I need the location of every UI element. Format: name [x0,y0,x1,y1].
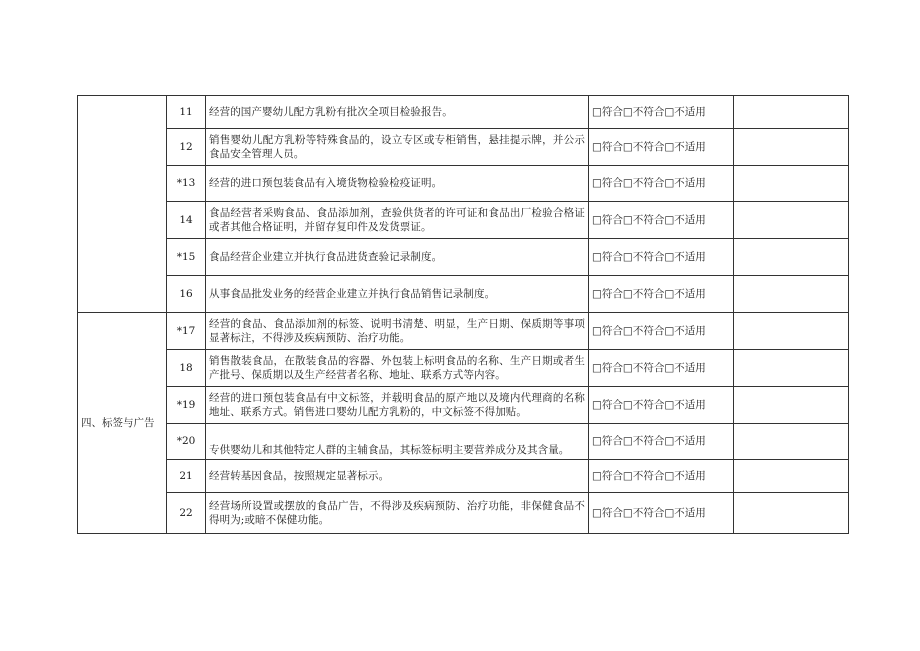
item-number: 16 [167,276,206,313]
table-row [78,202,849,239]
item-number: *20 [167,424,206,460]
item-number: 12 [167,129,206,166]
item-number: 11 [167,96,206,129]
remark-cell[interactable] [734,239,849,276]
table-row [78,350,849,387]
result-options[interactable]: □符合□不符合□不适用 [589,239,734,276]
remark-cell[interactable] [734,460,849,493]
item-text: 销售婴幼儿配方乳粉等特殊食品的，设立专区或专柜销售，悬挂提示牌，并公示食品安全管理人员。 [206,129,589,166]
item-text: 经营的食品、食品添加剂的标签、说明书清楚、明显，生产日期、保质期等事项显著标注，不得涉及疾病预防、治疗功能。 [206,313,589,350]
remark-cell[interactable] [734,387,849,424]
table-row [78,387,849,424]
table-row [78,239,849,276]
item-number: 14 [167,202,206,239]
remark-cell[interactable] [734,202,849,239]
result-options[interactable]: □符合□不符合□不适用 [589,166,734,202]
remark-cell[interactable] [734,424,849,460]
remark-cell[interactable] [734,166,849,202]
result-options[interactable]: □符合□不符合□不适用 [589,313,734,350]
item-text: 销售散装食品，在散装食品的容器、外包装上标明食品的名称、生产日期或者生产批号、保质期以及生产经营者名称、地址、联系方式等内容。 [206,350,589,387]
table-row [78,276,849,313]
result-options[interactable]: □符合□不符合□不适用 [589,350,734,387]
category-cell: 四、标签与广告 [78,313,167,534]
item-text: 经营的国产婴幼儿配方乳粉有批次全项目检验报告。 [206,96,589,129]
remark-cell[interactable] [734,129,849,166]
result-options[interactable]: □符合□不符合□不适用 [589,276,734,313]
result-options[interactable]: □符合□不符合□不适用 [589,493,734,534]
remark-cell[interactable] [734,276,849,313]
remark-cell[interactable] [734,96,849,129]
item-text: 经营转基因食品，按照规定显著标示。 [206,460,589,493]
table-row [78,424,849,460]
result-options[interactable]: □符合□不符合□不适用 [589,460,734,493]
item-text: 经营的进口预包装食品有入境货物检验检疫证明。 [206,166,589,202]
item-text: 经营的进口预包装食品有中文标签，并载明食品的原产地以及境内代理商的名称地址、联系方式。销售进口婴幼儿配方乳粉的，中文标签不得加贴。 [206,387,589,424]
item-text: 食品经营企业建立并执行食品进货查验记录制度。 [206,239,589,276]
result-options[interactable]: □符合□不符合□不适用 [589,96,734,129]
table-row [78,493,849,534]
item-number: 18 [167,350,206,387]
item-number: *17 [167,313,206,350]
remark-cell[interactable] [734,493,849,534]
result-options[interactable]: □符合□不符合□不适用 [589,129,734,166]
remark-cell[interactable] [734,313,849,350]
table-row [78,96,849,129]
item-text: 经营场所设置或摆放的食品广告，不得涉及疾病预防、治疗功能，非保健食品不得明为;或暗不保健功能。 [206,493,589,534]
category-cell [78,96,167,313]
item-text: 食品经营者采购食品、食品添加剂，查验供货者的许可证和食品出厂检验合格证或者其他合格证明，并留存复印件及发货票证。 [206,202,589,239]
result-options[interactable]: □符合□不符合□不适用 [589,387,734,424]
result-options[interactable]: □符合□不符合□不适用 [589,424,734,460]
table-row [78,460,849,493]
table-row [78,313,849,350]
item-number: 21 [167,460,206,493]
item-text: 专供婴幼儿和其他特定人群的主辅食品，其标签标明主要营养成分及其含量。 [206,424,589,460]
remark-cell[interactable] [734,350,849,387]
item-number: *15 [167,239,206,276]
table-row [78,129,849,166]
table-row [78,166,849,202]
item-number: *19 [167,387,206,424]
item-number: *13 [167,166,206,202]
item-text: 从事食品批发业务的经营企业建立并执行食品销售记录制度。 [206,276,589,313]
result-options[interactable]: □符合□不符合□不适用 [589,202,734,239]
inspection-checklist-table [77,95,849,534]
item-number: 22 [167,493,206,534]
